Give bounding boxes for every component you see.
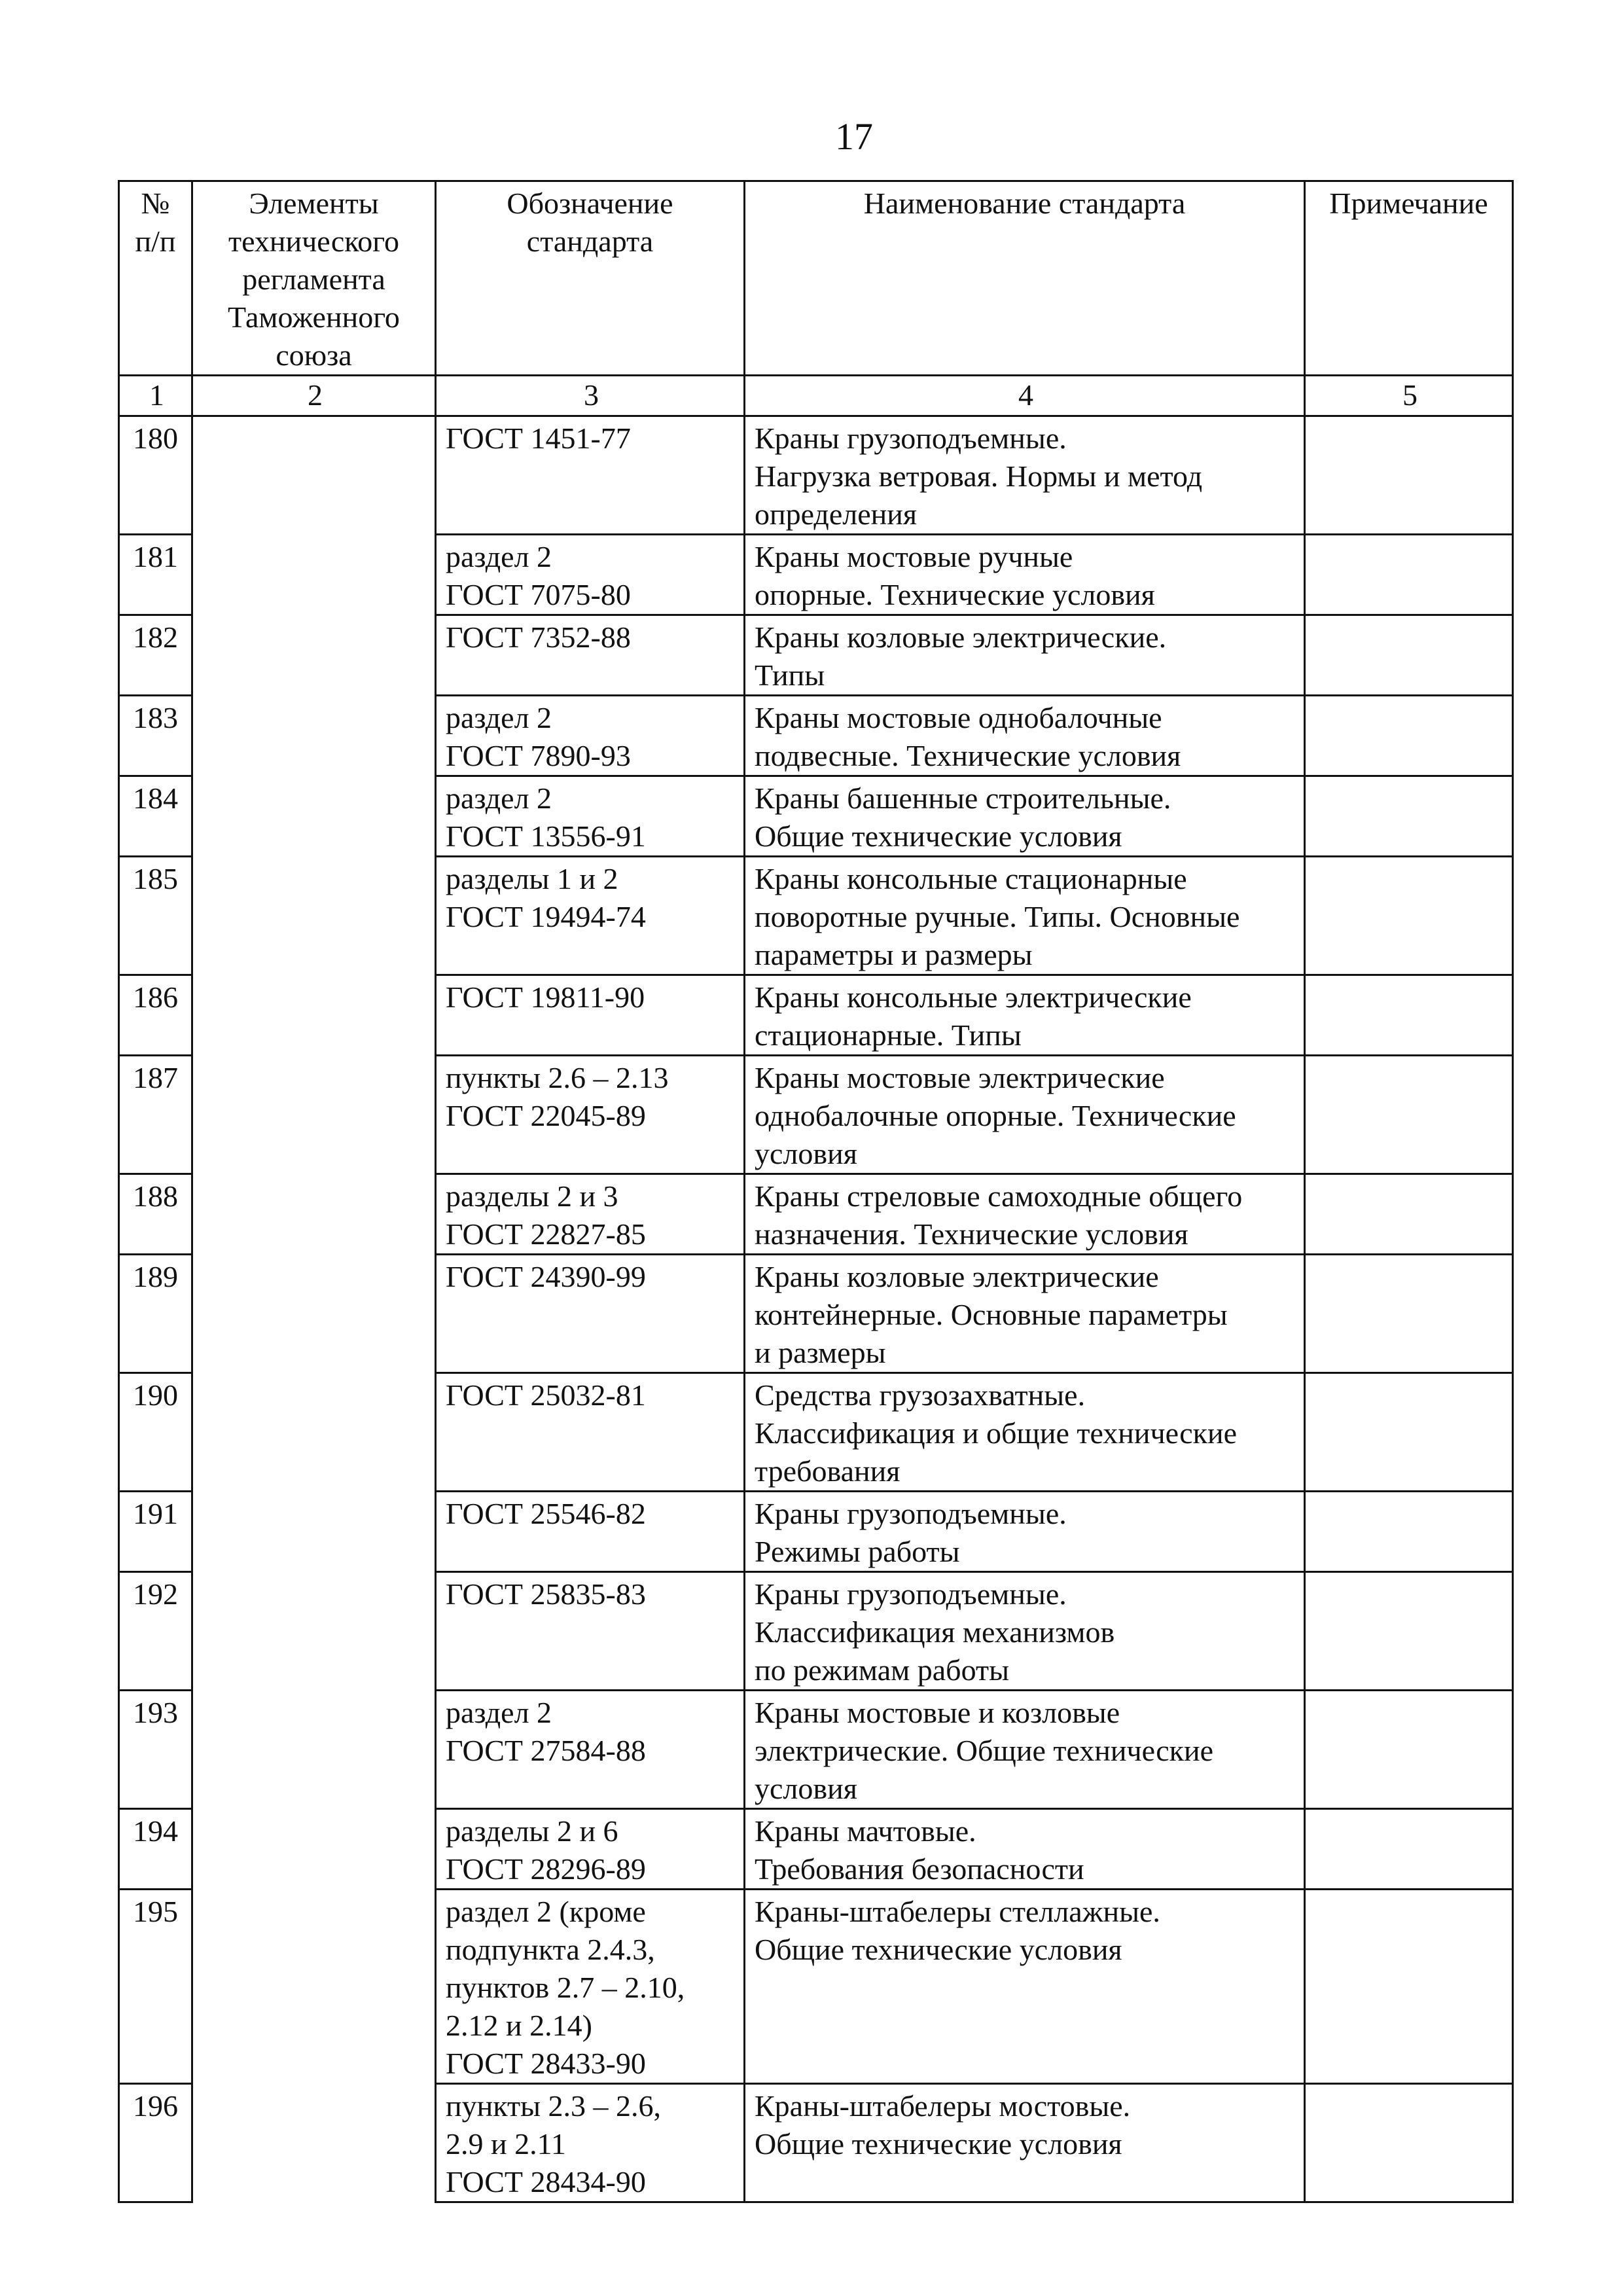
standard-name [745, 1255, 1305, 1373]
name-line: Режимы работы [755, 1535, 960, 1568]
name-line: требования [755, 1454, 901, 1488]
note-cell [1305, 1373, 1513, 1492]
standard-designation [436, 535, 745, 615]
row-number: 187 [119, 1056, 192, 1174]
row-number: 188 [119, 1174, 192, 1255]
name-line: Требования безопасности [755, 1852, 1084, 1886]
table-row [119, 416, 1513, 535]
standard-name [745, 1174, 1305, 1255]
standards-table [118, 180, 1514, 2203]
designation-line: 2.9 и 2.11 [446, 2127, 566, 2161]
row-number: 193 [119, 1691, 192, 1809]
name-line: Краны-штабелеры мостовые. [755, 2089, 1131, 2123]
header-line: союза [276, 338, 352, 372]
name-line: стационарные. Типы [755, 1018, 1022, 1052]
header-row [119, 181, 1513, 376]
standard-designation [436, 857, 745, 975]
row-number: 189 [119, 1255, 192, 1373]
header-note [1305, 181, 1513, 376]
page-number: 17 [835, 115, 873, 158]
designation-line: ГОСТ 27584-88 [446, 1734, 646, 1767]
name-line: Краны мачтовые. [755, 1814, 976, 1848]
name-line: Краны консольные стационарные [755, 862, 1187, 895]
name-line: Классификация и общие технические [755, 1416, 1238, 1450]
name-line: опорные. Технические условия [755, 578, 1155, 611]
note-cell [1305, 1809, 1513, 1890]
standard-designation [436, 1809, 745, 1890]
name-line: Типы [755, 658, 825, 692]
row-number: 194 [119, 1809, 192, 1890]
name-line: Общие технические условия [755, 819, 1122, 853]
name-line: и размеры [755, 1336, 886, 1369]
row-number: 191 [119, 1492, 192, 1572]
designation-line: ГОСТ 19811-90 [446, 980, 645, 1014]
name-line: Краны мостовые электрические [755, 1061, 1165, 1094]
designation-line: раздел 2 [446, 781, 552, 815]
designation-line: разделы 2 и 3 [446, 1179, 618, 1213]
standard-name [745, 1890, 1305, 2084]
note-cell [1305, 416, 1513, 535]
standard-designation [436, 1890, 745, 2084]
name-line: определения [755, 497, 918, 531]
designation-line: ГОСТ 22827-85 [446, 1217, 646, 1251]
standard-designation [436, 776, 745, 857]
designation-line: ГОСТ 13556-91 [446, 819, 646, 853]
name-line: Краны мостовые однобалочные [755, 701, 1162, 734]
name-line: Краны козловые электрические [755, 1260, 1159, 1293]
designation-line: пунктов 2.7 – 2.10, [446, 1971, 685, 2004]
standard-name [745, 416, 1305, 535]
standard-name [745, 857, 1305, 975]
designation-line: ГОСТ 7352-88 [446, 620, 631, 654]
designation-line: раздел 2 [446, 1696, 552, 1729]
header-line: Обозначение [507, 187, 673, 220]
name-line: Краны грузоподъемные. [755, 422, 1067, 455]
note-cell [1305, 975, 1513, 1056]
header-line: Примечание [1329, 187, 1488, 220]
column-number: 4 [745, 376, 1305, 416]
note-cell [1305, 776, 1513, 857]
table-body [119, 416, 1513, 2202]
name-line: Краны грузоподъемные. [755, 1577, 1067, 1611]
name-line: Краны стреловые самоходные общего [755, 1179, 1243, 1213]
designation-line: ГОСТ 22045-89 [446, 1099, 646, 1132]
note-cell [1305, 1890, 1513, 2084]
standard-designation [436, 1174, 745, 1255]
column-number: 5 [1305, 376, 1513, 416]
designation-line: ГОСТ 28434-90 [446, 2165, 646, 2198]
note-cell [1305, 1492, 1513, 1572]
note-cell [1305, 1691, 1513, 1809]
designation-line: ГОСТ 25835-83 [446, 1577, 646, 1611]
row-number: 195 [119, 1890, 192, 2084]
name-line: условия [755, 1772, 857, 1805]
name-line: Краны козловые электрические. [755, 620, 1167, 654]
header-line: п/п [135, 224, 176, 258]
name-line: Общие технические условия [755, 2127, 1122, 2161]
header-elements [192, 181, 436, 376]
designation-line: раздел 2 (кроме [446, 1895, 646, 1928]
name-line: Классификация механизмов [755, 1615, 1115, 1649]
designation-line: раздел 2 [446, 540, 552, 573]
name-line: Краны грузоподъемные. [755, 1497, 1067, 1530]
designation-line: пункты 2.3 – 2.6, [446, 2089, 661, 2123]
name-line: Краны мостовые ручные [755, 540, 1073, 573]
row-number: 183 [119, 696, 192, 776]
designation-line: раздел 2 [446, 701, 552, 734]
header-line: Элементы [249, 187, 379, 220]
designation-line: ГОСТ 1451-77 [446, 422, 631, 455]
designation-line: ГОСТ 25546-82 [446, 1497, 646, 1530]
row-number: 190 [119, 1373, 192, 1492]
standard-name [745, 975, 1305, 1056]
name-line: Общие технические условия [755, 1933, 1122, 1966]
designation-line: ГОСТ 7890-93 [446, 739, 631, 772]
designation-line: пункты 2.6 – 2.13 [446, 1061, 669, 1094]
name-line: контейнерные. Основные параметры [755, 1298, 1228, 1331]
row-number: 185 [119, 857, 192, 975]
standard-name [745, 696, 1305, 776]
header-line: технического [228, 224, 399, 258]
header-line: № [141, 187, 170, 220]
standard-designation [436, 1572, 745, 1691]
row-number: 180 [119, 416, 192, 535]
designation-line: ГОСТ 24390-99 [446, 1260, 646, 1293]
standard-name [745, 776, 1305, 857]
standard-name [745, 535, 1305, 615]
row-number: 186 [119, 975, 192, 1056]
standard-designation [436, 1056, 745, 1174]
designation-line: ГОСТ 28433-90 [446, 2047, 646, 2080]
header-line: Таможенного [228, 300, 400, 334]
standard-designation [436, 975, 745, 1056]
standard-name [745, 615, 1305, 696]
column-number: 2 [192, 376, 436, 416]
standard-designation [436, 1373, 745, 1492]
standard-designation [436, 1255, 745, 1373]
header-line: регламента [242, 262, 385, 296]
standard-name [745, 1492, 1305, 1572]
column-number-row [119, 376, 1513, 416]
name-line: назначения. Технические условия [755, 1217, 1188, 1251]
row-number: 196 [119, 2084, 192, 2202]
name-line: Краны-штабелеры стеллажные. [755, 1895, 1160, 1928]
header-line: Наименование стандарта [863, 187, 1186, 220]
standard-designation [436, 2084, 745, 2202]
note-cell [1305, 1056, 1513, 1174]
designation-line: ГОСТ 7075-80 [446, 578, 631, 611]
note-cell [1305, 1255, 1513, 1373]
header-line: стандарта [526, 224, 654, 258]
header-number [119, 181, 192, 376]
name-line: Краны мостовые и козловые [755, 1696, 1120, 1729]
name-line: Краны башенные строительные. [755, 781, 1171, 815]
standard-name [745, 2084, 1305, 2202]
designation-line: ГОСТ 25032-81 [446, 1378, 646, 1412]
row-number: 181 [119, 535, 192, 615]
note-cell [1305, 1572, 1513, 1691]
name-line: Средства грузозахватные. [755, 1378, 1086, 1412]
note-cell [1305, 1174, 1513, 1255]
name-line: электрические. Общие технические [755, 1734, 1214, 1767]
standard-designation [436, 696, 745, 776]
designation-line: подпункта 2.4.3, [446, 1933, 655, 1966]
header-standard-name [745, 181, 1305, 376]
designation-line: ГОСТ 19494-74 [446, 900, 646, 933]
row-number: 192 [119, 1572, 192, 1691]
name-line: подвесные. Технические условия [755, 739, 1181, 772]
standard-designation [436, 416, 745, 535]
standard-designation [436, 615, 745, 696]
note-cell [1305, 696, 1513, 776]
header-designation [436, 181, 745, 376]
standard-name [745, 1572, 1305, 1691]
note-cell [1305, 615, 1513, 696]
standard-designation [436, 1492, 745, 1572]
column-number: 1 [119, 376, 192, 416]
column-number: 3 [436, 376, 745, 416]
designation-line: ГОСТ 28296-89 [446, 1852, 646, 1886]
name-line: однобалочные опорные. Технические [755, 1099, 1236, 1132]
name-line: поворотные ручные. Типы. Основные [755, 900, 1240, 933]
standard-name [745, 1809, 1305, 1890]
row-number: 184 [119, 776, 192, 857]
designation-line: разделы 1 и 2 [446, 862, 618, 895]
note-cell [1305, 2084, 1513, 2202]
designation-line: 2.12 и 2.14) [446, 2009, 592, 2042]
standard-name [745, 1373, 1305, 1492]
note-cell [1305, 535, 1513, 615]
standard-designation [436, 1691, 745, 1809]
name-line: условия [755, 1137, 857, 1170]
row-number: 182 [119, 615, 192, 696]
standard-name [745, 1691, 1305, 1809]
name-line: Нагрузка ветровая. Нормы и метод [755, 459, 1203, 493]
name-line: параметры и размеры [755, 938, 1033, 971]
designation-line: разделы 2 и 6 [446, 1814, 618, 1848]
note-cell [1305, 857, 1513, 975]
regulation-element-cell [192, 416, 436, 2202]
standard-name [745, 1056, 1305, 1174]
name-line: Краны консольные электрические [755, 980, 1192, 1014]
name-line: по режимам работы [755, 1653, 1009, 1687]
